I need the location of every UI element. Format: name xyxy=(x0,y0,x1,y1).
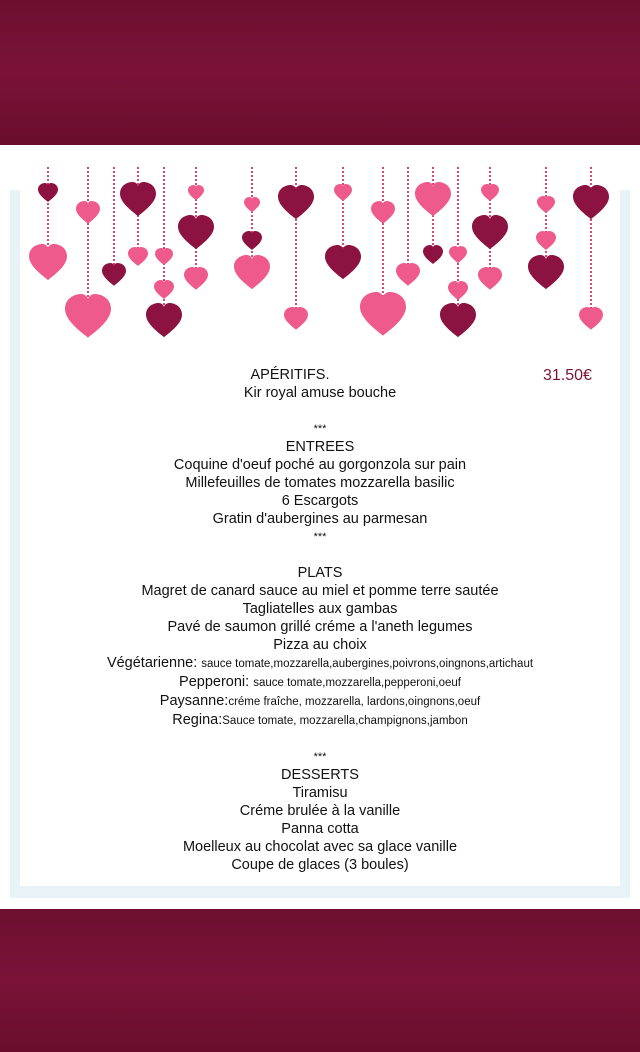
heart-icon xyxy=(244,197,260,212)
heart-icon xyxy=(65,294,111,338)
desserts-title: DESSERTS xyxy=(281,767,359,783)
pizza-desc: créme fraîche, mozzarella, lardons,oingnons,oeuf xyxy=(228,696,481,708)
heart-icon xyxy=(528,255,564,289)
heart-icon xyxy=(178,215,214,249)
pizza-desc: sauce tomate,mozzarella,pepperoni,oeuf xyxy=(253,677,461,689)
top-band xyxy=(0,0,640,145)
pizza-desc: sauce tomate,mozzarella,aubergines,poivrons,oingnons,artichaut xyxy=(201,658,534,670)
entree-item: Coquine d'oeuf poché au gorgonzola sur pain xyxy=(173,457,467,473)
entree-item: Gratin d'aubergines au parmesan xyxy=(212,511,428,527)
pizza-item xyxy=(20,654,620,673)
separator: *** xyxy=(313,423,327,435)
heart-icon xyxy=(184,267,208,290)
menu-content xyxy=(20,366,620,874)
pizza-name: Regina: xyxy=(172,712,223,728)
pizza-name: Paysanne: xyxy=(159,693,229,709)
heart-icon xyxy=(415,182,451,216)
heart-icon xyxy=(537,196,555,213)
heart-icon xyxy=(154,280,174,299)
pizza-name: Pepperoni: xyxy=(179,674,254,690)
pizza-item xyxy=(20,692,620,711)
aperitifs-title: APÉRITIFS. xyxy=(250,367,330,383)
dessert-item: Coupe de glaces (3 boules) xyxy=(231,857,409,873)
heart-icon xyxy=(478,267,502,290)
plats-title: PLATS xyxy=(297,565,343,581)
heart-icon xyxy=(448,281,468,300)
heart-icon xyxy=(536,231,556,250)
heart-icon xyxy=(120,182,156,216)
heart-icon xyxy=(128,247,148,266)
heart-icon xyxy=(146,303,182,337)
heart-icon xyxy=(325,245,361,279)
heart-icon xyxy=(278,185,314,219)
heart-icon xyxy=(371,201,395,224)
heart-icon xyxy=(573,185,609,219)
heart-icon xyxy=(579,307,603,330)
heart-icon xyxy=(396,263,420,286)
menu-price: 31.50€ xyxy=(543,367,592,384)
heart-icon xyxy=(234,255,270,289)
hanging-hearts-decoration xyxy=(0,145,640,355)
dessert-item: Panna cotta xyxy=(281,821,359,837)
heart-icon xyxy=(334,184,352,201)
separator: *** xyxy=(313,531,327,543)
heart-icon xyxy=(284,307,308,330)
heart-icon xyxy=(188,185,204,200)
pizza-desc: Sauce tomate, mozzarella,champignons,jambon xyxy=(222,715,468,727)
heart-icon xyxy=(440,303,476,337)
heart-icon xyxy=(360,292,406,336)
plat-item: Pizza au choix xyxy=(273,637,367,653)
heart-icon xyxy=(76,201,100,224)
dessert-item: Créme brulée à la vanille xyxy=(239,803,401,819)
heart-icon xyxy=(155,248,173,265)
heart-icon xyxy=(29,244,67,280)
aperitif-item: Kir royal amuse bouche xyxy=(243,385,397,401)
entree-item: 6 Escargots xyxy=(281,493,359,509)
plat-item: Tagliatelles aux gambas xyxy=(242,601,398,617)
entree-item: Millefeuilles de tomates mozzarella basilic xyxy=(185,475,455,491)
heart-icon xyxy=(423,245,443,264)
heart-icon xyxy=(38,183,58,202)
pizza-item xyxy=(20,673,620,692)
heart-icon xyxy=(449,246,467,263)
pizza-item xyxy=(20,711,620,730)
heart-icon xyxy=(472,215,508,249)
plat-item: Pavé de saumon grillé créme a l'aneth legumes xyxy=(167,619,473,635)
dessert-item: Moelleux au chocolat avec sa glace vanille xyxy=(182,839,458,855)
pizza-name: Végétarienne: xyxy=(106,655,202,671)
dessert-item: Tiramisu xyxy=(292,785,348,801)
separator: *** xyxy=(313,751,327,763)
entrees-title: ENTREES xyxy=(285,439,355,455)
heart-icon xyxy=(481,184,499,201)
heart-icon xyxy=(102,263,126,286)
bottom-band xyxy=(0,909,640,1052)
plat-item: Magret de canard sauce au miel et pomme terre sautée xyxy=(141,583,499,599)
heart-icon xyxy=(242,231,262,250)
